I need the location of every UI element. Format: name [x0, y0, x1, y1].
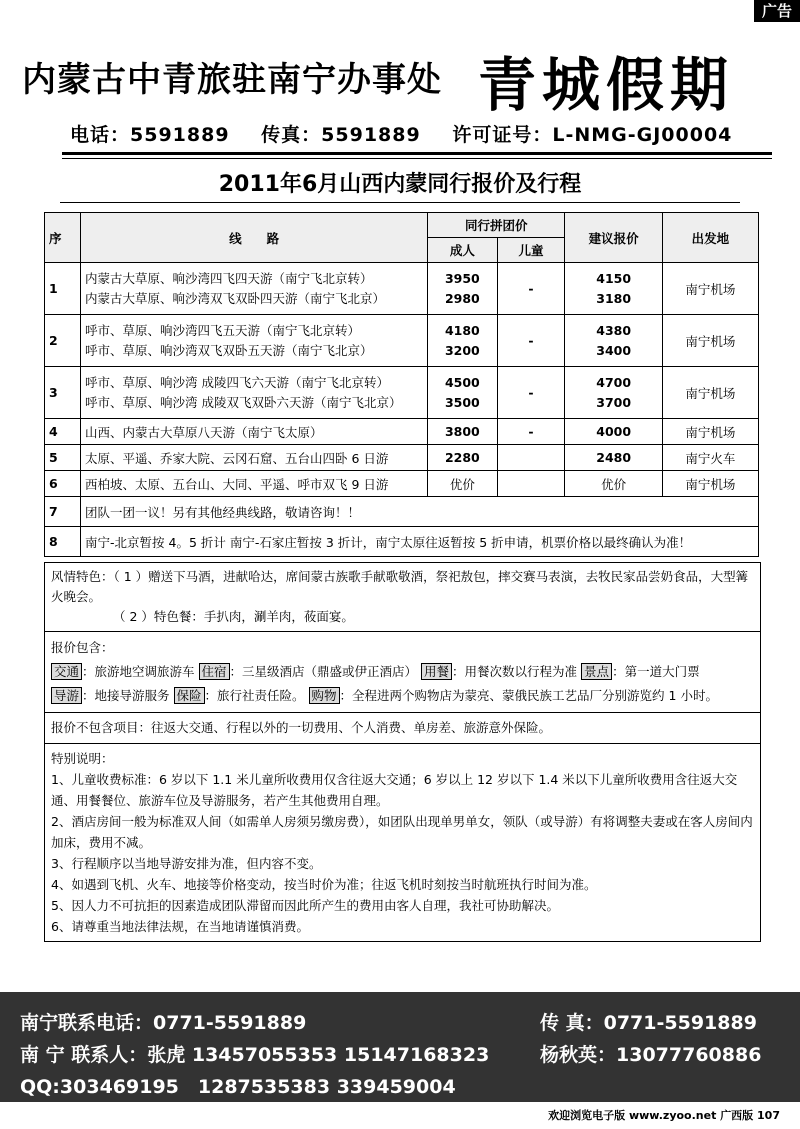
tag-value: ：地接导游服务 — [82, 688, 170, 703]
row-idx: 7 — [45, 497, 81, 527]
ad-tag: 广告 — [754, 0, 800, 22]
note-text: 南宁-北京暂按 4。5 折计 南宁-石家庄暂按 3 折计，南宁太原往返暂按 5 折申请，机票价格以最终确认为准！ — [81, 527, 759, 557]
divider — [62, 152, 772, 155]
header-group-price: 同行拼团价 — [428, 213, 565, 238]
contact-phone: 南宁联系电话：0771-5591889 — [20, 1012, 307, 1034]
include-title: 报价包含： — [51, 640, 114, 655]
table-row — [45, 315, 759, 367]
adult-price: 3800 — [428, 419, 497, 445]
route: 太原、平遥、乔家大院、云冈石窟、五台山四卧 6 日游 — [81, 445, 428, 471]
route: 呼市、草原、响沙湾 成陵双飞双卧六天游（南宁飞北京） — [85, 394, 402, 410]
child-price: - — [497, 263, 565, 315]
adult-price: 3500 — [444, 394, 480, 410]
row-idx: 4 — [45, 419, 81, 445]
row-idx: 8 — [45, 527, 81, 557]
child-price: - — [497, 367, 565, 419]
header-suggest: 建议报价 — [565, 213, 662, 263]
table-row — [45, 471, 759, 497]
special-2: 2、酒店房间一般为标准双人间（如需单人房须另缴房费），如团队出现单男单女，领队（或导游）有将调整夫妻或在客人房间内加床，费用不减。 — [51, 814, 753, 850]
departure: 南宁机场 — [662, 263, 758, 315]
suggest-price: 4000 — [565, 419, 662, 445]
suggest-price: 优价 — [565, 471, 662, 497]
special-4: 4、如遇到飞机、火车、地接等价格变动，按当时价为准；往返飞机时刻按当时航班执行时间为准。 — [51, 877, 597, 892]
tag-value: ：旅行社责任险。 — [204, 688, 305, 703]
note-text: 团队一团一议！另有其他经典线路，敬请咨询！！ — [81, 497, 759, 527]
tag: 交通 — [51, 663, 82, 680]
brand-name: 青城假期 — [478, 51, 735, 119]
tag-value: ：旅游地空调旅游车 — [82, 664, 195, 679]
qq: QQ:303469195 1287535383 339459004 — [20, 1076, 456, 1098]
route: 呼市、草原、响沙湾双飞双卧五天游（南宁飞北京） — [85, 342, 373, 358]
agency-name: 内蒙古中青旅驻南宁办事处 — [22, 60, 442, 100]
table-row — [45, 497, 759, 527]
special-3: 3、行程顺序以当地导游安排为准，但内容不变。 — [51, 856, 322, 871]
fax: 传真：5591889 — [261, 124, 421, 146]
divider — [60, 202, 740, 203]
row-idx: 3 — [45, 367, 81, 419]
row-idx: 5 — [45, 445, 81, 471]
header-departure: 出发地 — [662, 213, 758, 263]
route: 呼市、草原、响沙湾四飞五天游（南宁飞北京转） — [85, 322, 361, 338]
tag: 住宿 — [199, 663, 230, 680]
header-route: 线 路 — [81, 213, 428, 263]
adult-price: 3950 — [444, 270, 480, 286]
special-5: 5、因人力不可抗拒的因素造成团队滞留而因此所产生的费用由客人自理，我社可协助解决。 — [51, 898, 559, 913]
tag: 导游 — [51, 687, 82, 704]
notes — [44, 562, 761, 942]
table-row — [45, 445, 759, 471]
adult-price: 优价 — [428, 471, 497, 497]
exclude: 报价不包含项目：往返大交通、行程以外的一切费用、个人消费、单房差、旅游意外保险。 — [45, 713, 760, 744]
tag-value: ：三星级酒店（鼎盛或伊正酒店） — [229, 664, 418, 679]
suggest-price: 3700 — [596, 394, 632, 410]
suggest-price: 4150 — [596, 270, 632, 286]
departure: 南宁机场 — [662, 419, 758, 445]
departure: 南宁机场 — [662, 471, 758, 497]
route: 内蒙古大草原、响沙湾四飞四天游（南宁飞北京转） — [85, 270, 373, 286]
route: 山西、内蒙古大草原八天游（南宁飞太原） — [81, 419, 428, 445]
suggest-price: 4700 — [596, 374, 632, 390]
suggest-price: 3400 — [596, 342, 632, 358]
row-idx: 6 — [45, 471, 81, 497]
special-1: 1、儿童收费标准：6 岁以下 1.1 米儿童所收费用仅含往返大交通；6 岁以上 12 岁以下 1.4 米以下儿童所收费用含往返大交通、用餐餐位、旅游车位及导游服务，若产生其他费用自理。 — [51, 772, 738, 808]
footer-fax: 传 真：0771-5591889 — [540, 1012, 757, 1034]
site: 欢迎浏览电子版 www.zyoo.net — [548, 1109, 717, 1122]
tag: 保险 — [174, 687, 205, 704]
bottom-bar — [548, 1107, 780, 1123]
tag: 购物 — [309, 687, 340, 704]
feature-1: 风情特色：（ 1 ）赠送下马酒，进献哈达，席间蒙古族歌手献歌敬酒，祭祀敖包，摔交赛马表演，去牧民家品尝奶食品，大型篝火晚会。 — [51, 569, 749, 604]
feature-2: （ 2 ）特色餐：手扒肉，涮羊肉，莜面宴。 — [113, 609, 354, 624]
suggest-price: 3180 — [596, 290, 632, 306]
tag-value: ：第一道大门票 — [612, 664, 700, 679]
adult-price: 4500 — [444, 374, 480, 390]
license: 许可证号：L-NMG-GJ00004 — [452, 124, 733, 146]
suggest-price: 4380 — [596, 322, 632, 338]
edition: 广西版 — [720, 1109, 754, 1122]
table-row — [45, 263, 759, 315]
special-6: 6、请尊重当地法律法规，在当地请谨慎消费。 — [51, 919, 309, 934]
special-title: 特别说明： — [51, 751, 114, 766]
adult-price: 2980 — [444, 290, 480, 306]
price-table — [44, 212, 759, 557]
route: 内蒙古大草原、响沙湾双飞双卧四天游（南宁飞北京） — [85, 290, 386, 306]
tag-value: ：用餐次数以行程为准 — [452, 664, 578, 679]
table-row — [45, 419, 759, 445]
header-child: 儿童 — [497, 238, 565, 263]
departure: 南宁火车 — [662, 445, 758, 471]
departure: 南宁机场 — [662, 367, 758, 419]
adult-price: 4180 — [444, 322, 480, 338]
table-row — [45, 367, 759, 419]
child-price: - — [497, 315, 565, 367]
tag-value: ：全程进两个购物店为蒙亮、蒙俄民族工艺品厂分别游览约 1 小时。 — [339, 688, 718, 703]
contacts: 南 宁 联系人：张虎 13457055353 15147168323 — [20, 1044, 490, 1066]
footer — [0, 992, 800, 1102]
row-idx: 1 — [45, 263, 81, 315]
row-idx: 2 — [45, 315, 81, 367]
header-contact — [70, 120, 756, 147]
table-row — [45, 527, 759, 557]
page-number: 107 — [757, 1109, 780, 1122]
divider — [62, 158, 772, 159]
route: 西柏坡、太原、五台山、大同、平遥、呼市双飞 9 日游 — [81, 471, 428, 497]
adult-price: 2280 — [428, 445, 497, 471]
child-price — [497, 445, 565, 471]
header-idx: 序 — [45, 213, 81, 263]
tag: 用餐 — [421, 663, 452, 680]
departure: 南宁机场 — [662, 315, 758, 367]
suggest-price: 2480 — [565, 445, 662, 471]
child-price — [497, 471, 565, 497]
contact-2: 杨秋英：13077760886 — [540, 1044, 762, 1066]
tag: 景点 — [581, 663, 612, 680]
route: 呼市、草原、响沙湾 成陵四飞六天游（南宁飞北京转） — [85, 374, 390, 390]
header-adult: 成人 — [428, 238, 497, 263]
child-price: - — [497, 419, 565, 445]
phone: 电话：5591889 — [70, 124, 230, 146]
page-title: 2011年6月山西内蒙同行报价及行程 — [218, 172, 582, 197]
adult-price: 3200 — [444, 342, 480, 358]
